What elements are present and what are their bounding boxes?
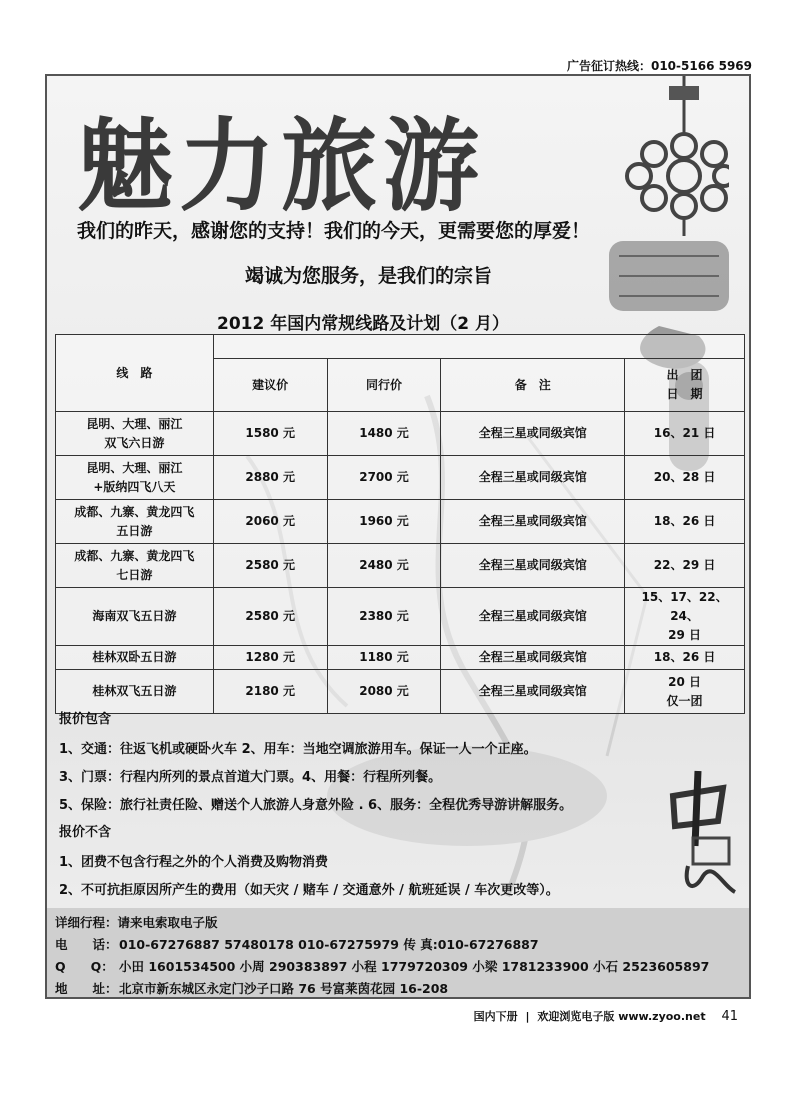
route-name: 成都、九寨、黄龙四飞: [74, 504, 195, 519]
depart-date: 18、26 日: [653, 650, 716, 664]
price-peer: 2080 元: [327, 670, 441, 714]
slogan-line-2: 竭诚为您服务，是我们的宗旨: [245, 265, 493, 287]
address-label: 地 址：: [55, 981, 118, 996]
depart-date: 20、28 日: [653, 470, 716, 484]
route-name: 昆明、大理、丽江: [86, 416, 183, 431]
price-peer: 1180 元: [327, 646, 441, 670]
route-name: 桂林双卧五日游: [92, 650, 177, 664]
route-name-2: 七日游: [116, 567, 153, 582]
table-row: [56, 412, 745, 456]
slogan-line-1: 我们的昨天，感谢您的支持！我们的今天，更需要您的厚爱！: [77, 220, 591, 242]
table-row: [56, 646, 745, 670]
header-price-peer: 同行价: [327, 359, 441, 412]
route-name-2: 双飞六日游: [104, 435, 165, 450]
included-item: 5、保险：旅行社责任险、赠送个人旅游人身意外险 . 6、服务：全程优秀导游讲解服务。: [59, 798, 573, 813]
price-peer: 1960 元: [327, 500, 441, 544]
page-number: 41: [721, 1009, 738, 1024]
depart-date: 18、26 日: [653, 514, 716, 528]
footer-separator: |: [525, 1010, 530, 1023]
footer-url[interactable]: www.zyoo.net: [618, 1010, 706, 1023]
table-row: [56, 500, 745, 544]
route-note: 全程三星或同级宾馆: [441, 646, 625, 670]
header-price-suggest: 建议价: [213, 359, 327, 412]
table-row: [56, 544, 745, 588]
phone-value: 010-67276887 57480178 010-67275979 传 真:010-67276887: [119, 937, 539, 952]
route-note: 全程三星或同级宾馆: [441, 670, 625, 714]
page-footer: [474, 1008, 738, 1024]
price-suggest: 2580 元: [213, 588, 327, 646]
route-note: 全程三星或同级宾馆: [441, 500, 625, 544]
depart-date-2: 29 日: [668, 628, 701, 642]
table-row: [56, 670, 745, 714]
route-name: 海南双飞五日游: [92, 609, 177, 623]
footer-welcome: 欢迎浏览电子版: [537, 1010, 615, 1023]
price-suggest: 2180 元: [213, 670, 327, 714]
price-suggest: 1580 元: [213, 412, 327, 456]
route-note: 全程三星或同级宾馆: [441, 412, 625, 456]
qq-value: 小田 1601534500 小周 290383897 小程 1779720309 小梁 1781233900 小石 2523605897: [119, 959, 710, 974]
route-name: 昆明、大理、丽江: [86, 460, 183, 475]
header-date-line1: 出 团: [666, 368, 703, 382]
depart-date: 15、17、22、24、: [641, 590, 728, 623]
price-peer: 1480 元: [327, 412, 441, 456]
price-suggest: 1280 元: [213, 646, 327, 670]
route-name: 桂林双飞五日游: [92, 684, 177, 698]
price-suggest: 2580 元: [213, 544, 327, 588]
price-suggest: 2880 元: [213, 456, 327, 500]
included-item: 1、交通：往返飞机或硬卧火车 2、用车：当地空调旅游用车。保证一人一个正座。: [59, 742, 537, 757]
ad-hotline: 广告征订热线：010-5166 5969: [566, 59, 752, 73]
route-name: 成都、九寨、黄龙四飞: [74, 548, 195, 563]
contact-qq-row: [55, 957, 709, 975]
page-title: 魅力旅游: [77, 107, 485, 226]
route-note: 全程三星或同级宾馆: [441, 456, 625, 500]
depart-date: 20 日: [668, 674, 701, 689]
excluded-item: 1、团费不包含行程之外的个人消费及购物消费: [59, 855, 329, 870]
route-note: 全程三星或同级宾馆: [441, 588, 625, 646]
price-peer: 2380 元: [327, 588, 441, 646]
price-suggest: 2060 元: [213, 500, 327, 544]
address-value: 北京市新东城区永定门沙子口路 76 号富莱茵花园 16-208: [119, 981, 449, 996]
route-note: 全程三星或同级宾馆: [441, 544, 625, 588]
phone-label: 电 话：: [55, 937, 118, 952]
header-top-spacer: [213, 335, 744, 359]
routes-table: [55, 334, 745, 714]
table-row: [56, 588, 745, 646]
excluded-heading: 报价不含: [59, 825, 112, 840]
footer-section: 国内下册: [473, 1010, 518, 1023]
depart-date: 22、29 日: [653, 558, 716, 572]
included-heading: 报价包含: [59, 712, 112, 727]
contact-phone-row: [55, 935, 539, 953]
included-item: 3、门票：行程内所列的景点首道大门票。4、用餐：行程所列餐。: [59, 770, 442, 785]
price-peer: 2480 元: [327, 544, 441, 588]
route-name-2: 五日游: [116, 523, 153, 538]
price-peer: 2700 元: [327, 456, 441, 500]
header-date: [625, 359, 745, 412]
contact-address-row: [55, 979, 448, 997]
zhongguo-feng-calligraphy-icon: [663, 766, 743, 896]
ad-frame: [45, 74, 751, 999]
contact-detail: 详细行程：请来电索取电子版: [55, 915, 218, 930]
depart-date: 16、21 日: [653, 426, 716, 440]
table-row: [56, 456, 745, 500]
excluded-item: 2、不可抗拒原因所产生的费用（如天灾 / 赌车 / 交通意外 / 航班延误 / 车次更改等）。: [59, 883, 559, 898]
route-name-2: +版纳四飞八天: [93, 479, 176, 494]
header-note: 备 注: [441, 359, 625, 412]
qq-label: Q Q：: [55, 959, 114, 974]
depart-date-2: 仅一团: [666, 693, 703, 708]
contact-panel: [47, 908, 751, 999]
header-date-line2: 日 期: [666, 387, 703, 401]
plan-title: 2012 年国内常规线路及计划（2 月）: [217, 314, 509, 334]
header-route: 线 路: [56, 335, 214, 412]
